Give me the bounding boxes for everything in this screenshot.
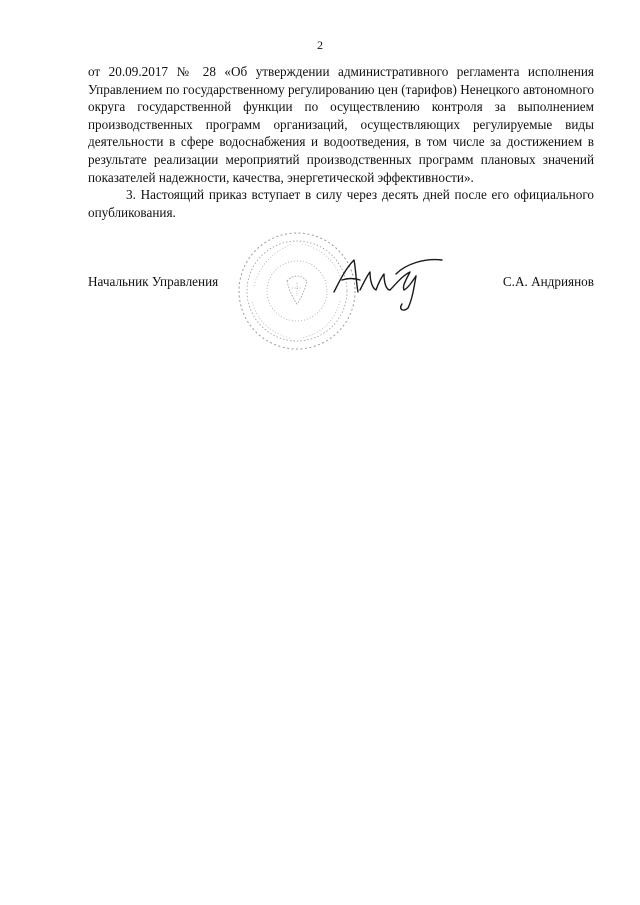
handwritten-signature-icon	[326, 250, 446, 320]
signature-block	[88, 266, 594, 376]
page-number: 2	[317, 38, 323, 52]
body-paragraph-1: от 20.09.2017 № 28 «Об утверждении административного регламента исполнения Управлением по государственному регулированию цен (тарифов) Ненецкого автономного округа государственной функции по осуществлению контроля за выполнением производственных программ организаций, осуществляющих регулируемые виды деятельности в сфере водоснабжения и водоотведения, в том числе за достижением в результате реализации мероприятий производственных программ плановых значений показателей надежности, качества, энергетической эффективности».	[88, 64, 594, 185]
signer-position: Начальник Управления	[88, 274, 219, 289]
signer-name: С.А. Андриянов	[502, 274, 594, 289]
document-body	[88, 63, 594, 221]
body-paragraph-2: 3. Настоящий приказ вступает в силу через десять дней после его официального опубликования.	[88, 187, 594, 220]
